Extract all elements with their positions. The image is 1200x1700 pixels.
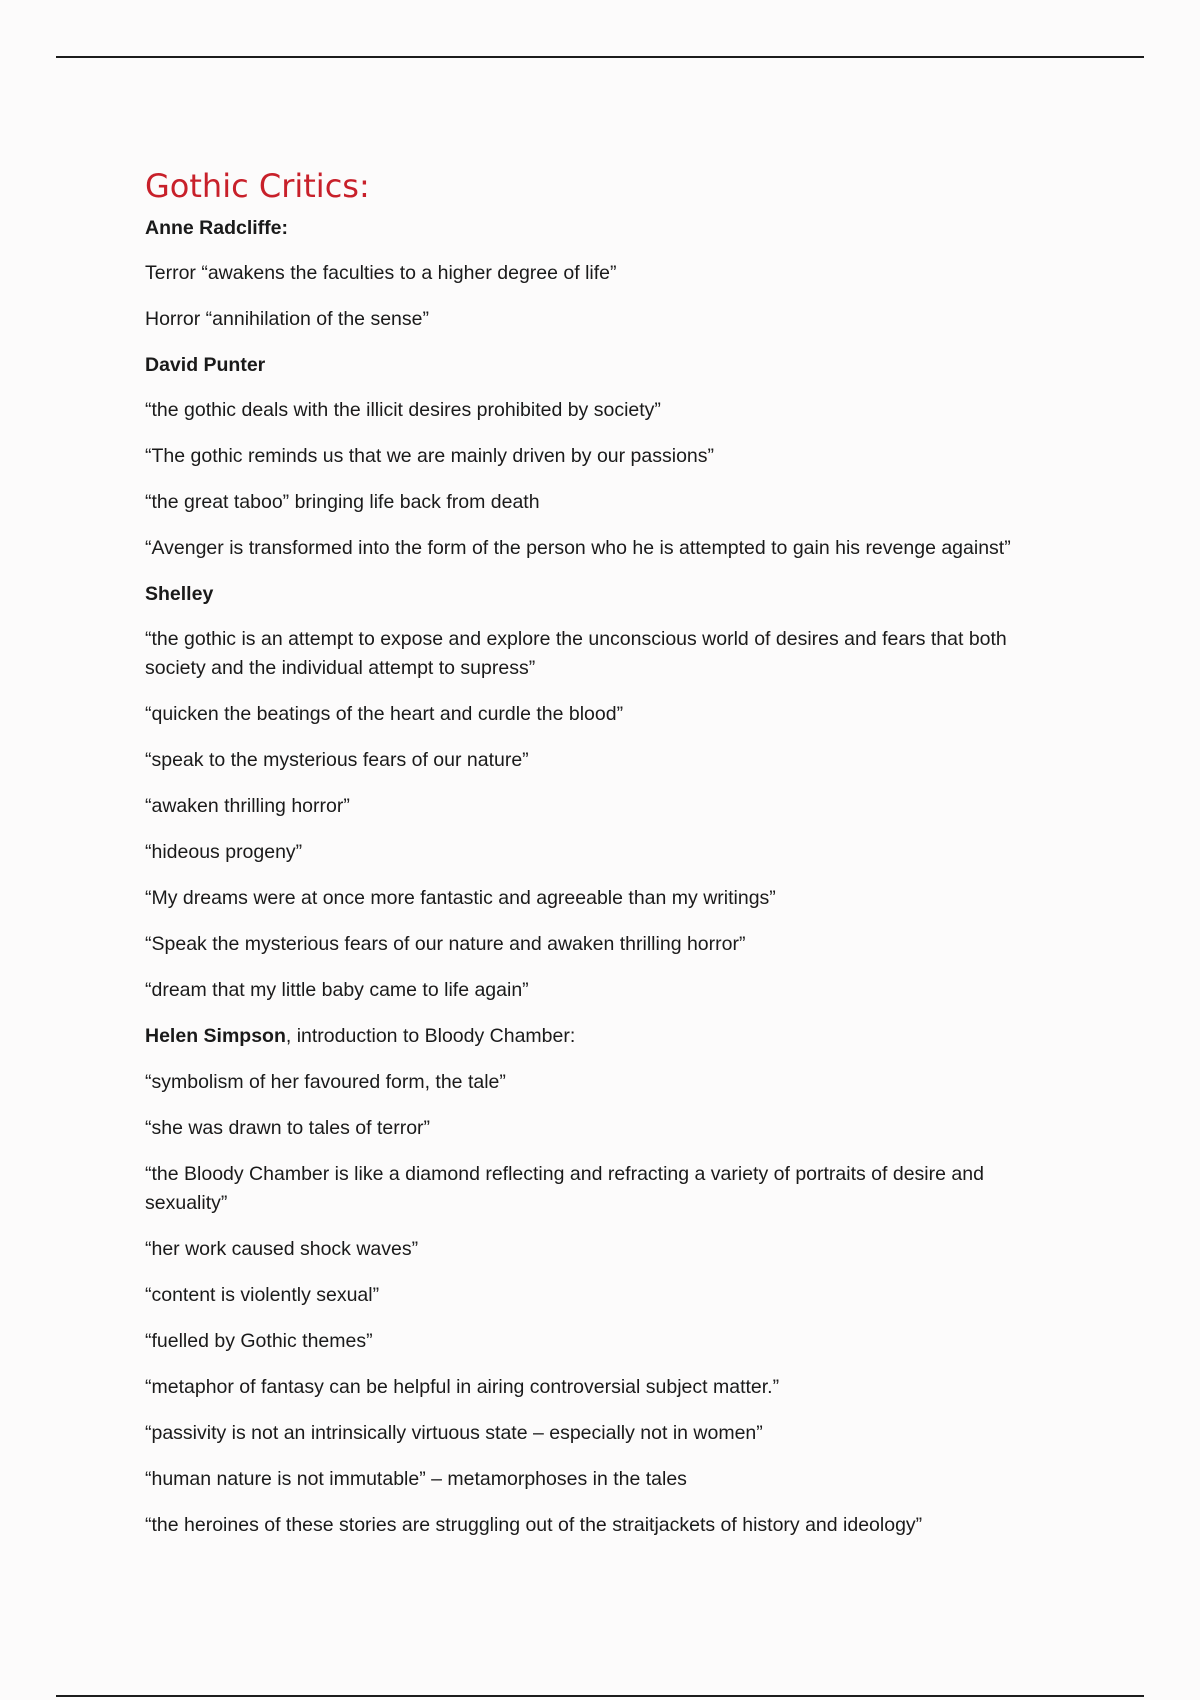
quote-line: “she was drawn to tales of terror” — [145, 1117, 431, 1139]
critic-heading-shelley: Shelley — [145, 583, 214, 605]
document-body — [145, 166, 1065, 1557]
critic-heading-simpson — [145, 1022, 1065, 1051]
critic-heading-punter: David Punter — [145, 354, 266, 376]
quote-line: “human nature is not immutable” – metamorphoses in the tales — [145, 1468, 687, 1490]
quote-line: “her work caused shock waves” — [145, 1238, 419, 1260]
quote-line: “The gothic reminds us that we are mainly driven by our passions” — [145, 445, 715, 467]
quote-line: “hideous progeny” — [145, 841, 303, 863]
bottom-rule — [56, 1695, 1144, 1697]
quote-line: “the gothic deals with the illicit desires prohibited by society” — [145, 399, 661, 421]
quote-line: “metaphor of fantasy can be helpful in airing controversial subject matter.” — [145, 1376, 780, 1398]
quote-line: “the Bloody Chamber is like a diamond reflecting and refracting a variety of portraits of desire and sexuality” — [145, 1163, 984, 1214]
quote-line: “fuelled by Gothic themes” — [145, 1330, 373, 1352]
quote-line: “content is violently sexual” — [145, 1284, 380, 1306]
critic-heading-suffix: , introduction to Bloody Chamber: — [285, 1025, 576, 1047]
quote-line: “Speak the mysterious fears of our nature and awaken thrilling horror” — [145, 933, 746, 955]
quote-line: Horror “annihilation of the sense” — [145, 308, 429, 330]
quote-line: “the gothic is an attempt to expose and explore the unconscious world of desires and fears that both society and the individual attempt to supress” — [145, 628, 1007, 679]
quote-line: “the heroines of these stories are struggling out of the straitjackets of history and ideology” — [145, 1514, 923, 1536]
quote-line: “awaken thrilling horror” — [145, 795, 350, 817]
page-title: Gothic Critics: — [145, 167, 370, 205]
quote-line: “speak to the mysterious fears of our nature” — [145, 749, 529, 771]
quote-line: Terror “awakens the faculties to a higher degree of life” — [145, 262, 617, 284]
top-rule — [56, 56, 1144, 58]
quote-line: “the great taboo” bringing life back from death — [145, 491, 540, 513]
critic-heading-radcliffe: Anne Radcliffe: — [145, 217, 289, 239]
quote-line: “My dreams were at once more fantastic and agreeable than my writings” — [145, 887, 776, 909]
quote-line: “dream that my little baby came to life again” — [145, 979, 529, 1001]
quote-line: “symbolism of her favoured form, the tale” — [145, 1071, 506, 1093]
quote-line: “Avenger is transformed into the form of the person who he is attempted to gain his revenge against” — [145, 537, 1011, 559]
quote-line: “passivity is not an intrinsically virtuous state – especially not in women” — [145, 1422, 763, 1444]
critic-name: Helen Simpson — [145, 1025, 286, 1047]
quote-line: “quicken the beatings of the heart and curdle the blood” — [145, 703, 624, 725]
